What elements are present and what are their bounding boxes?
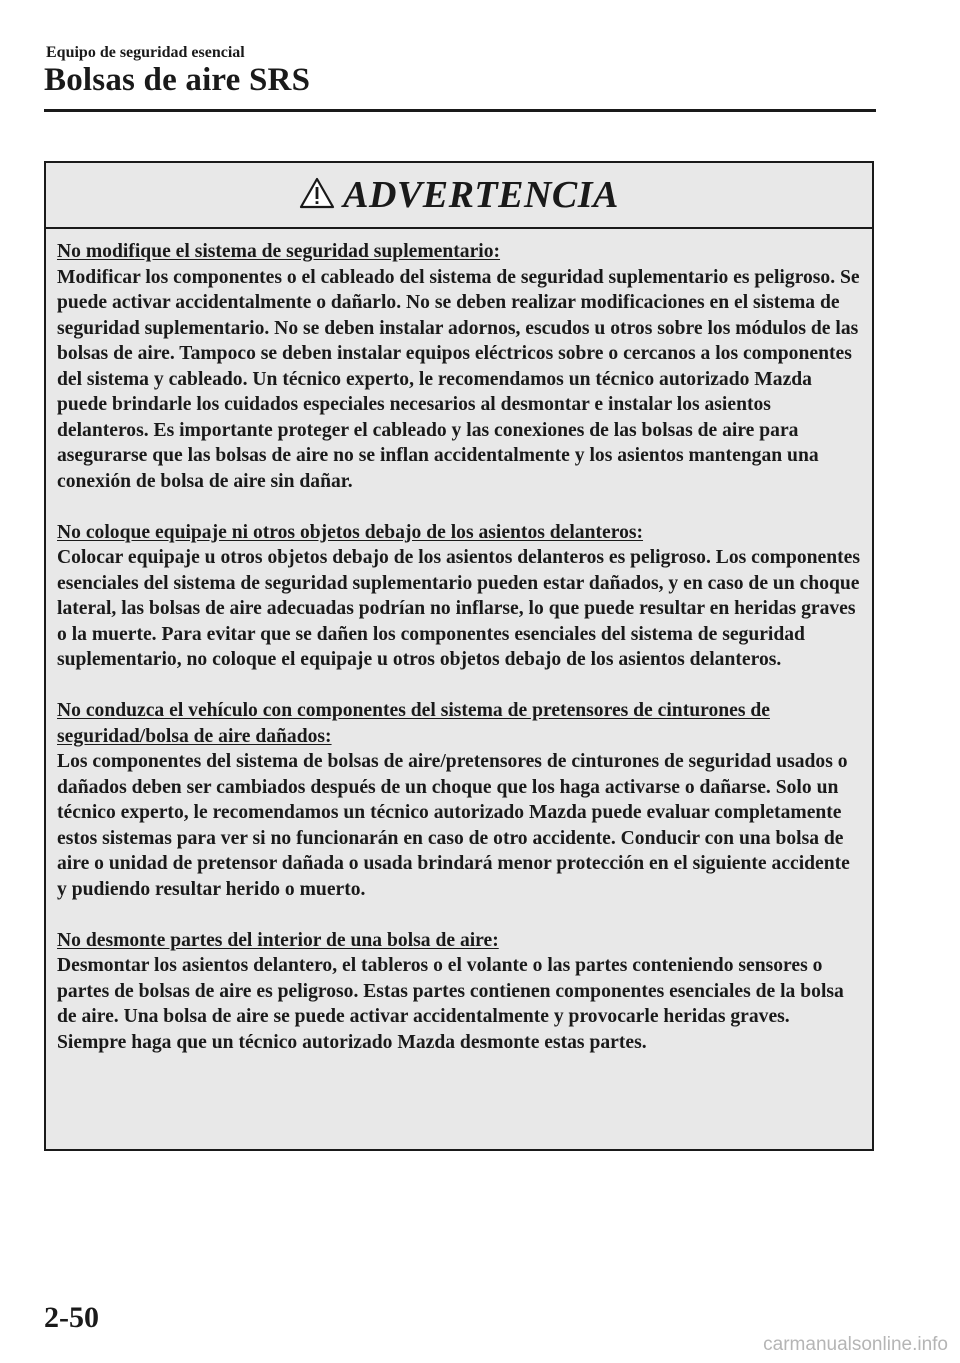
- section-heading: No conduzca el vehículo con componentes del sistema de pretensores de cinturones de seguridad/bolsa de aire dañados:: [57, 700, 770, 747]
- section-text: Desmontar los asientos delantero, el tableros o el volante o las partes conteniendo sensores o partes de bolsas de aire es peligroso. Estas partes contienen componentes esenciales de la bolsa de aire. Una bolsa de aire se puede activar accidentalmente y provocarle heridas graves. Siempre haga que un técnico autorizado Mazda desmonte estas partes.: [57, 955, 844, 1053]
- warning-section: [57, 928, 862, 1056]
- warning-section: [57, 239, 862, 494]
- warning-body: [46, 229, 872, 1055]
- section-text: Los componentes del sistema de bolsas de aire/pretensores de cinturones de seguridad usados o dañados deben ser cambiados después de un choque que los haga activarse o dañarse. Solo un técnico experto, le recomendamos un técnico autorizado Mazda puede evaluar completamente estos sistemas para ver si no funcionarán en caso de otro accidente. Conducir con una bolsa de aire o unidad de pretensor dañada o usada brindará menor protección en el siguiente accidente y pudiendo resultar herido o muerto.: [57, 751, 850, 900]
- header-divider: [44, 109, 876, 112]
- warning-title: ADVERTENCIA: [343, 174, 619, 216]
- watermark: carmanualsonline.info: [763, 1334, 948, 1355]
- section-label: Equipo de seguridad esencial: [46, 44, 245, 61]
- section-heading: No coloque equipaje ni otros objetos debajo de los asientos delanteros:: [57, 521, 644, 543]
- section-heading: No modifique el sistema de seguridad suplementario:: [57, 241, 501, 262]
- section-text: Colocar equipaje u otros objetos debajo de los asientos delanteros es peligroso. Los componentes esenciales del sistema de seguridad suplementario pueden estar dañados, y en caso de un choque lateral, las bolsas de aire adecuadas podrían no inflarse, lo que puede resultar en heridas graves o la muerte. Para evitar que se dañen los componentes esenciales del sistema de seguridad suplementario, no coloque el equipaje u otros objetos debajo de los asientos delanteros.: [57, 547, 860, 670]
- section-text: Modificar los componentes o el cableado del sistema de seguridad suplementario es peligroso. Se puede activar accidentalmente o dañarlo. No se deben realizar modificaciones en el sistema de seguridad suplementario. No se deben instalar adornos, escudos u otros sobre los módulos de las bolsas de aire. Tampoco se deben instalar equipos eléctricos sobre o cercanos a los componentes del sistema y cableado. Un técnico experto, le recomendamos un técnico autorizado Mazda puede brindarle los cuidados especiales necesarios al desmontar e instalar los asientos delanteros. Es importante proteger el cableado y las conexiones de las bolsas de aire para asegurarse que las bolsas de aire no se inflan accidentalmente y los asientos mantengan una conexión de bolsa de aire sin dañar.: [57, 266, 860, 492]
- section-heading: No desmonte partes del interior de una bolsa de aire:: [57, 929, 499, 951]
- warning-section: [57, 698, 862, 902]
- page-title: Bolsas de aire SRS: [44, 62, 311, 98]
- warning-section: [57, 520, 862, 673]
- warning-triangle-icon: [299, 177, 335, 209]
- warning-box: [44, 161, 874, 1151]
- warning-header: [46, 163, 872, 229]
- page-number: 2-50: [44, 1301, 99, 1334]
